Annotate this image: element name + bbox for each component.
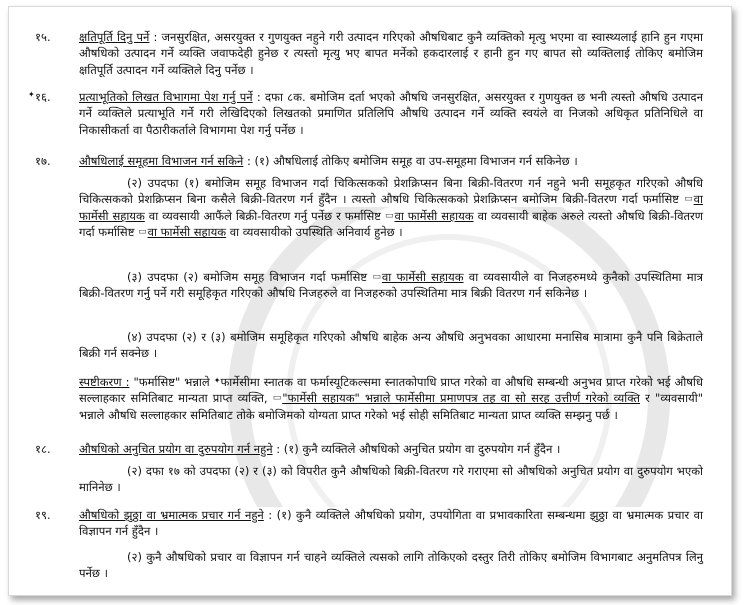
amendment-book-icon: ▭	[272, 393, 282, 404]
section-text	[79, 89, 703, 138]
explanation: स्पष्टीकरण : "फर्मासिष्ट" भन्नाले ✦फार्मेसीमा स्नातक वा फर्मास्यूटिकल्समा स्नातकोपाधि प्राप्त गरेको वा औषधि सम्बन्धी अनुभव प्राप्त गरेको भई औषधि सल्लाहकार समितिबाट मान्यता प्राप्त व्यक्ति, ▭"फार्मेसी सहायक" भन्नाले फार्मेसीमा प्रमाणपत्र तह वा सो सरह उत्तीर्ण गरेको व्यक्ति र "व्यवसायी" भन्नाले औषधि सल्लाहकार समितिबाट तोके बमोजिमको योग्यता प्राप्त गरेको भई सोही समितिबाट मान्यता प्राप्त व्यक्ति सम्झनु पर्छ ।	[79, 375, 703, 422]
section-number: ✦ १६.	[35, 89, 51, 105]
section-body: : जनसुरक्षित, असरयुक्त र गुणयुक्त नहुने गरी उत्पादन गरिएको औषधिबाट कुनै व्यक्तिको मृत्यु भएमा वा स्वास्थ्यलाई हानि हुन गएमा औषधिको उत्पादन गर्ने व्यक्ति जवाफदेही हुनेछ र त्यस्तो मृत्यु भए बापत मर्नेको हकदारलाई र हानी हुन गए बापत सो व्यक्तिलाई तोकिए बमोजिम क्षतिपूर्ति उत्पादन गर्ने व्यक्तिले दिनु पर्नेछ ।	[79, 30, 703, 77]
section-heading: औषधिको अनुचित प्रयोग वा दुरुपयोग गर्न नहुने	[79, 442, 273, 456]
section-body: : (१) कुनै व्यक्तिले औषधिको प्रयोग, उपयोगिता वा प्रभावकारिता सम्बन्धमा झुठ्ठा वा भ्रमात्मक प्रचार वा विज्ञापन गर्न हुँदैन ।	[79, 508, 704, 539]
section-body: : दफा ८क. बमोजिम दर्ता भएको औषधि जनसुरक्षित, असरयुक्त र गुणयुक्त छ भनी त्यस्तो औषधि उत्पादन गर्ने व्यक्तिले प्रत्याभूति गर्ने गरी लेखिदिएको लिखतको प्रमाणित प्रतिलिपि औषधि उत्पादन गर्ने व्यक्ति स्वयंले वा निजको अधिकृत प्रतिनिधिले वा निकासीकर्ता वा पैठारीकर्ताले विभागमा पेश गर्नु पर्नेछ ।	[79, 90, 704, 137]
amendment-book-icon: ▭	[684, 194, 693, 205]
subsection-2: (२) दफा १७ को उपदफा (२) र (३) को विपरीत कुनै औषधिको बिक्री-वितरण गरे गराएमा सो औषधिको अनुचित प्रयोग वा दुरुपयोग भएको मानिनेछ ।	[79, 464, 703, 495]
amendment-book-icon: ▭	[138, 227, 147, 238]
amendment-book-icon: ▭	[372, 272, 381, 282]
explanation-label: स्पष्टीकरण :	[79, 375, 130, 389]
amendment-book-icon: ▭	[384, 210, 394, 221]
section-text	[79, 507, 703, 540]
section-heading: क्षतिपूर्ति दिनु पर्ने	[79, 30, 150, 44]
subsection-2: (२) कुनै औषधिको प्रचार वा विज्ञापन गर्न चाहने व्यक्तिले त्यसको लागि तोकिएको दस्तुर तिरी तोकिए बमोजिम विभागबाट अनुमतिपत्र लिनु पर्नेछ ।	[79, 550, 703, 581]
section-text	[79, 153, 703, 169]
section-body: : (१) कुनै व्यक्तिले औषधिको अनुचित प्रयोग वा दुरुपयोग गर्न हुँदैन ।	[276, 442, 561, 456]
amendment-star-icon: ✦	[28, 90, 35, 99]
amendment-star-icon: ✦	[213, 376, 221, 385]
subsection-3: (३) उपदफा (२) बमोजिम समूह विभाजन गर्दा फर्मासिष्ट ▭वा फार्मेसी सहायक वा व्यवसायीले वा निजहरुमध्ये कुनैको उपस्थितिमा मात्र बिक्री-वितरण गर्नु पर्ने गरी समूहिकृत गरिएको औषधि निजहरुले वा निजहरुको उपस्थितिमा मात्र बिक्री वितरण गर्न सकिनेछ ।	[79, 270, 703, 301]
document-page	[8, 6, 732, 596]
section-heading: औषधिलाई समूहमा विभाजन गर्न सकिने	[79, 154, 244, 168]
section-number: १९.	[35, 508, 51, 522]
section-number: १५.	[35, 30, 51, 44]
subsection-2: (२) उपदफा (१) बमोजिम समूह विभाजन गर्दा चिकित्सकको प्रेशक्रिप्सन बिना बिक्री-वितरण गर्न नहुने भनी समूहकृत गरिएको औषधि चिकित्सकको प्रेशक्रिप्सन बिना कसैले बिक्री-वितरण गर्न हुँदैन । त्यस्तो औषधि चिकित्सकको प्रेशक्रिप्सन बमोजिम बिक्री-वितरण गर्दा फर्मासिष्ट ▭वा फार्मेसी सहायक वा व्यवसायी आफैंले बिक्री-वितरण गर्नु पर्नेछ र फर्मासिष्ट ▭वा फार्मेसी सहायक वा व्यवसायी बाहेक अरुले त्यस्तो औषधि बिक्री-वितरण गर्दा फर्मासिष्ट ▭वा फार्मेसी सहायक वा व्यवसायीको उपस्थिति अनिवार्य हुनेछ ।	[79, 176, 704, 240]
section-text	[79, 29, 703, 78]
section-number: १८.	[35, 442, 51, 456]
section-number: १७.	[35, 154, 51, 168]
subsection-4: (४) उपदफा (२) र (३) बमोजिम समूहिकृत गरिएको औषधि बाहेक अन्य औषधि अनुभवका आधारमा मनासिब मात्रामा कुनै पनि बिक्रेताले बिक्री गर्न सक्नेछ ।	[79, 330, 703, 361]
section-heading: औषधिको झुठ्ठा वा भ्रमात्मक प्रचार गर्न नहुने	[79, 508, 264, 522]
section-heading: प्रत्याभूतिको लिखत विभागमा पेश गर्नु पर्ने	[79, 90, 253, 104]
section-body: : (१) औषधिलाई तोकिए बमोजिम समूह वा उप-समूहमा विभाजन गर्न सकिनेछ ।	[246, 154, 578, 168]
section-text	[79, 441, 703, 457]
